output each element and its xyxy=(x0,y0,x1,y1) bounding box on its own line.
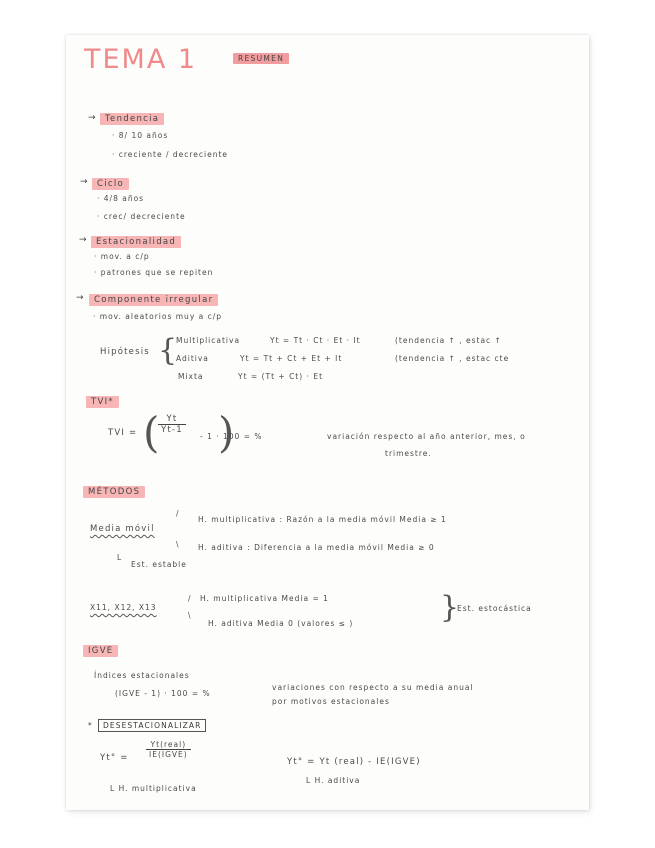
paren-left: ( xyxy=(143,408,160,457)
igve-desc: por motivos estacionales xyxy=(272,697,390,706)
metodos-heading: MÉTODOS xyxy=(83,486,145,498)
tendencia-item: · 8/ 10 años xyxy=(112,131,169,140)
estacionalidad-heading: Estacionalidad xyxy=(91,236,181,248)
igve-formula: (IGVE - 1) · 100 = % xyxy=(115,689,211,698)
desest-fraction xyxy=(146,740,191,759)
hipotesis-formula: Yt = Tt + Ct + Et + It xyxy=(240,354,343,363)
hipotesis-formula: Yt = (Tt + Ct) · Et xyxy=(238,372,324,381)
tendencia-item: · creciente / decreciente xyxy=(112,150,229,159)
tvi-num: Yt xyxy=(158,414,186,425)
hipotesis-name: Multiplicativa xyxy=(176,336,241,345)
ciclo-item: · crec/ decreciente xyxy=(97,212,186,221)
brace-down: \ xyxy=(188,611,192,620)
tvi-desc: variación respecto al año anterior, mes, o xyxy=(327,432,526,441)
ciclo-heading: Ciclo xyxy=(92,178,129,190)
igve-desc: variaciones con respecto a su media anual xyxy=(272,683,474,692)
brace-right: } xyxy=(440,590,460,625)
brace-up: / xyxy=(176,509,180,518)
tvi-heading: TVI* xyxy=(86,396,119,408)
asterisk-icon: * xyxy=(88,721,93,730)
x-multiplicativa: H. multiplicativa Media = 1 xyxy=(200,594,329,603)
mm-multiplicativa: H. multiplicativa : Razón a la media móvil Media ≥ 1 xyxy=(198,515,447,524)
x-aditiva: H. aditiva Media 0 (valores ≤ ) xyxy=(208,619,354,628)
arrow-icon: → xyxy=(80,177,88,187)
arrow-icon: → xyxy=(76,293,84,303)
hipotesis-name: Mixta xyxy=(178,372,204,381)
estacionalidad-item: · mov. a c/p xyxy=(94,252,150,261)
arrow-icon: → xyxy=(79,235,87,245)
media-movil-label: Media móvil xyxy=(90,524,155,534)
tvi-fraction xyxy=(158,414,186,435)
hipotesis-formula: Yt = Tt · Ct · Et · It xyxy=(270,336,361,345)
desest-adit-formula: Yt° = Yt (real) - IE(IGVE) xyxy=(287,757,421,767)
tvi-lhs: TVI = xyxy=(108,428,138,438)
irregular-heading: Componente irregular xyxy=(89,294,218,306)
desest-mult-lhs: Yt° = xyxy=(100,753,129,763)
desest-adit-text: H. aditiva xyxy=(314,776,361,785)
mm-aditiva: H. aditiva : Diferencia a la media móvil Media ≥ 0 xyxy=(198,543,435,552)
desest-mult-text: H. multiplicativa xyxy=(118,784,197,793)
arrow-icon: → xyxy=(88,113,96,123)
igve-indices: Índices estacionales xyxy=(94,671,190,680)
brace-left: { xyxy=(158,333,178,368)
page-title: TEMA 1 xyxy=(84,44,198,75)
tvi-rest: - 1 · 100 = % xyxy=(200,432,263,441)
desest-den: IE(IGVE) xyxy=(149,750,188,759)
x-methods-label: X11, X12, X13 xyxy=(90,603,157,612)
igve-heading: IGVE xyxy=(83,645,118,657)
hipotesis-label: Hipótesis xyxy=(100,347,150,357)
tvi-desc: trimestre. xyxy=(385,449,432,458)
irregular-item: · mov. aleatorios muy a c/p xyxy=(93,312,223,321)
paren-right: ) xyxy=(218,408,235,457)
desestacionalizar-heading: DESESTACIONALIZAR xyxy=(98,719,206,732)
desest-mult-label: L H. multiplicativa xyxy=(110,784,197,793)
hipotesis-note: (tendencia ↑ , estac cte xyxy=(395,354,510,363)
est-estable: Est. estable xyxy=(131,560,187,569)
estacionalidad-item: · patrones que se repiten xyxy=(94,268,214,277)
brace-up: / xyxy=(188,594,192,603)
tvi-den: Yt-1 xyxy=(161,425,183,435)
resumen-label: RESUMEN xyxy=(233,53,289,64)
desest-num: Yt(real) xyxy=(146,740,191,750)
ciclo-item: · 4/8 años xyxy=(97,194,145,203)
hipotesis-note: (tendencia ↑ , estac ↑ xyxy=(395,336,502,345)
hipotesis-name: Aditiva xyxy=(176,354,209,363)
tendencia-heading: Tendencia xyxy=(100,113,164,125)
brace-down: \ xyxy=(176,540,180,549)
est-estocastica: Est. estocástica xyxy=(457,604,532,613)
desest-adit-label: L H. aditiva xyxy=(306,776,361,785)
corner-icon: L xyxy=(117,553,123,562)
